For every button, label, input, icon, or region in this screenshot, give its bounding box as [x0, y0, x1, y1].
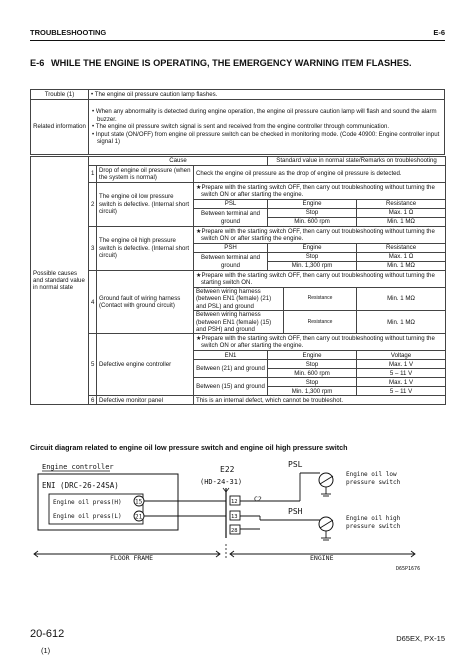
engine-state: Min. 600 rpm [268, 218, 357, 227]
cause-number: 5 [89, 334, 97, 396]
standard-value: 5 – 11 V [357, 387, 446, 396]
engine-state: Min. 1,300 rpm [268, 387, 357, 396]
pin-high-label: Engine oil press(H) [53, 499, 122, 506]
page-header [30, 27, 445, 41]
col-engine: Engine [268, 200, 357, 209]
col-standard: Standard value in normal state/Remarks on troubleshooting [268, 157, 446, 166]
e22-part: (HD-24-31) [200, 478, 243, 486]
floor-frame-label: FLOOR FRAME [110, 554, 154, 562]
col-cause: Cause [89, 157, 268, 166]
cause-number: 1 [89, 166, 97, 183]
col-psh: PSH [194, 244, 268, 253]
circuit-title: Circuit diagram related to engine oil low pressure switch and engine oil high pressure switch [30, 443, 348, 452]
standard-value: Min. 1 MΩ [357, 311, 446, 334]
engine-state: Stop [268, 253, 357, 262]
cause-note: ★Prepare with the starting switch OFF, then carry out troubleshooting without turning the switch ON or after starting the engine. [194, 334, 446, 351]
engine-state: Stop [268, 378, 357, 387]
c2-label: C2 [254, 495, 262, 503]
psh-label: PSH [288, 507, 303, 516]
harness-check: Between wiring harness (between EN1 (female) (15) and PSH) and ground [194, 311, 284, 334]
pin-21: 21 [135, 513, 143, 521]
cause-text: Drop of engine oil pressure (when the system is normal) [97, 166, 194, 183]
cause-note: ★Prepare with the starting switch OFF, then carry out troubleshooting without turning the switch ON or after starting the engine. [194, 227, 446, 244]
page-subnumber: (1) [41, 646, 51, 655]
col-psl: PSL [194, 200, 268, 209]
psl-description: Engine oil low pressure switch [346, 471, 401, 486]
cause-remark: Check the engine oil pressure as the drop of engine oil pressure is detected. [194, 166, 446, 183]
col-en1: EN1 [194, 351, 268, 360]
e22-pin: 28 [231, 528, 238, 534]
related-label: Related information [31, 100, 89, 155]
trouble-label: Trouble (1) [31, 90, 89, 100]
check-type: Resistance [284, 288, 357, 311]
trouble-text: • The engine oil pressure caution lamp flashes. [89, 90, 445, 100]
title-text: WHILE THE ENGINE IS OPERATING, THE EMERGENCY WARNING ITEM FLASHES. [51, 58, 412, 68]
section-label: TROUBLESHOOTING [30, 28, 107, 37]
page-number: 20-612 [30, 628, 65, 640]
standard-value: Min. 1 MΩ [357, 262, 446, 271]
en1-connector: ENI (DRC-26-24SA) [42, 481, 119, 490]
related-info [89, 100, 445, 155]
causes-table [30, 156, 446, 405]
circuit-diagram [30, 458, 450, 578]
col-voltage: Voltage [357, 351, 446, 360]
col-engine: Engine [268, 351, 357, 360]
standard-value: Max. 1 Ω [357, 253, 446, 262]
standard-value: 5 – 11 V [357, 369, 446, 378]
cause-number: 3 [89, 227, 97, 271]
col-resistance: Resistance [357, 200, 446, 209]
section-code: E-6 [433, 28, 445, 37]
cause-number: 2 [89, 183, 97, 227]
model-label: D65EX, PX-15 [396, 634, 445, 643]
engine-label: ENGINE [310, 554, 334, 562]
standard-value: Min. 1 MΩ [357, 288, 446, 311]
cause-text: Ground fault of wiring harness (Contact with ground circuit) [97, 271, 194, 334]
causes-side-label: Possible causes and standard value in normal state [31, 157, 89, 405]
harness-check: Between wiring harness (between EN1 (female) (21) and PSL) and ground [194, 288, 284, 311]
pin-15: 15 [135, 498, 143, 506]
engine-state: Stop [268, 360, 357, 369]
cause-text: The engine oil high pressure switch is defective. (Internal short circuit) [97, 227, 194, 271]
pin-low-label: Engine oil press(L) [53, 513, 122, 520]
cause-text: Defective engine controller [97, 334, 194, 396]
related-item: • Input state (ON/OFF) from engine oil pressure switch can be checked in monitoring mode. (Code 40900: Engine controller input signal 1) [92, 130, 440, 146]
col-resistance: Resistance [357, 244, 446, 253]
psl-label: PSL [288, 460, 303, 469]
trouble-table [30, 89, 445, 155]
cause-note: ★Prepare with the starting switch OFF, then carry out troubleshooting without turning the switch ON or after starting the engine. [194, 183, 446, 200]
engine-state: Stop [268, 209, 357, 218]
engine-state: Min. 600 rpm [268, 369, 357, 378]
col-engine: Engine [268, 244, 357, 253]
cause-number: 6 [89, 396, 97, 405]
standard-value: Max. 1 Ω [357, 209, 446, 218]
cause-text: Defective monitor panel [97, 396, 194, 405]
between-cell: Between (15) and ground [194, 378, 268, 396]
controller-label: Engine controller [42, 463, 114, 471]
e22-label: E22 [220, 465, 235, 474]
cause-number: 4 [89, 271, 97, 334]
e22-pin: 12 [231, 499, 238, 505]
e22-pin: 13 [231, 514, 238, 520]
between-cell: Between terminal and ground [194, 209, 268, 227]
cause-remark: This is an internal defect, which cannot be troubleshot. [194, 396, 446, 405]
standard-value: Max. 1 V [357, 360, 446, 369]
check-type: Resistance [284, 311, 357, 334]
related-item: • When any abnormality is detected during engine operation, the engine oil pressure caution lamp will flash and sound the alarm buzzer. [92, 108, 437, 123]
cause-note: ★Prepare with the starting switch OFF, then carry out troubleshooting without turning the starting switch ON. [194, 271, 446, 288]
diagram-ref: D65P1676 [396, 566, 421, 572]
between-cell: Between (21) and ground [194, 360, 268, 378]
engine-state: Min. 1,300 rpm [268, 262, 357, 271]
title-code: E-6 [30, 58, 45, 68]
cause-text: The engine oil low pressure switch is defective. (Internal short circuit) [97, 183, 194, 227]
standard-value: Max. 1 V [357, 378, 446, 387]
between-cell: Between terminal and ground [194, 253, 268, 271]
standard-value: Min. 1 MΩ [357, 218, 446, 227]
psh-description: Engine oil high pressure switch [346, 515, 401, 530]
related-item: • The engine oil pressure switch signal is sent and received from the engine controller through communication. [92, 123, 390, 131]
